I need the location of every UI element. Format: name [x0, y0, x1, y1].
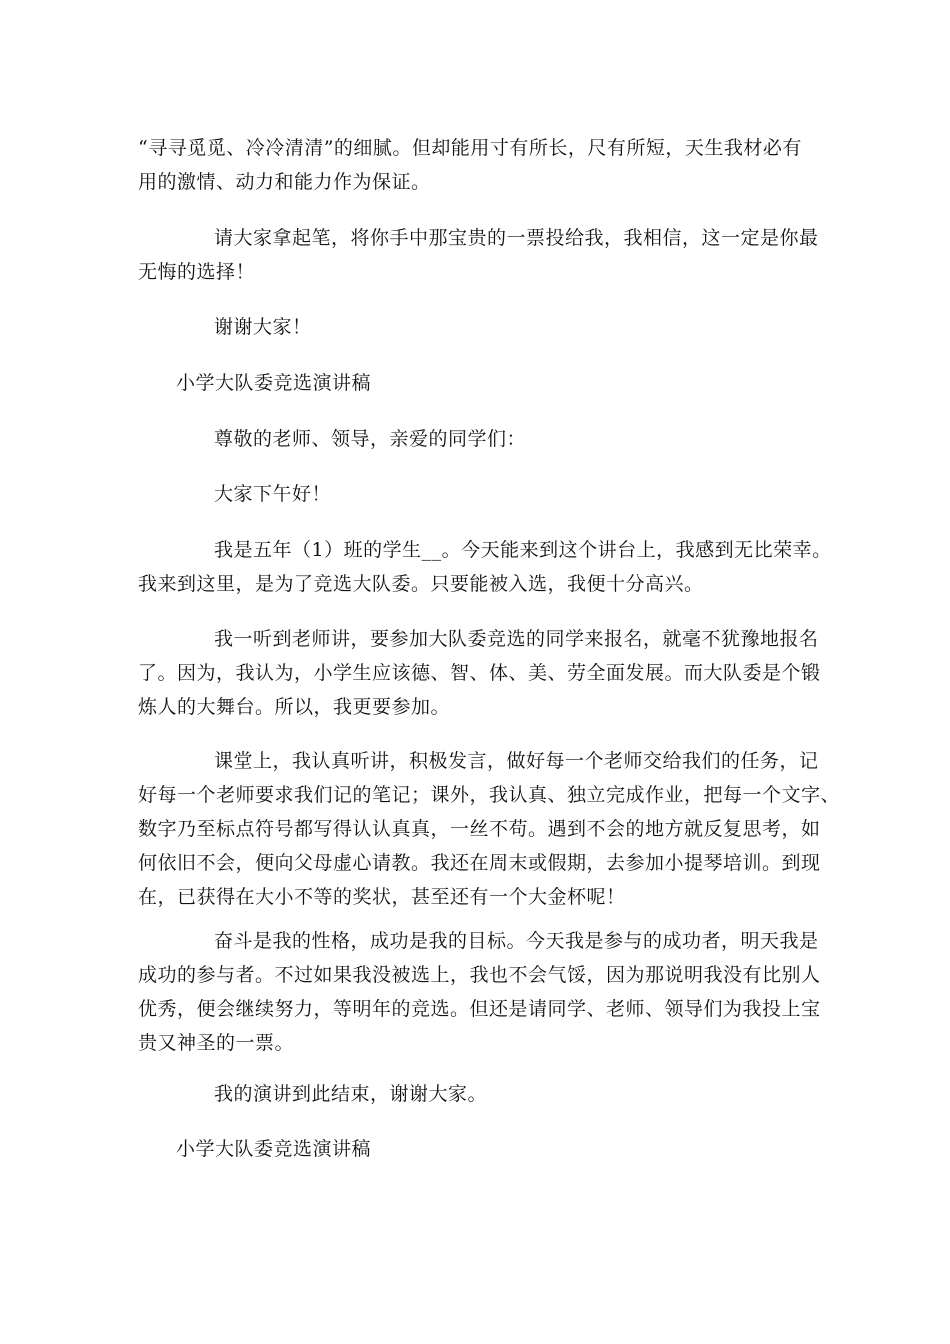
- text-line: 用的激情、动力和能力作为保证。: [138, 171, 431, 193]
- section-title: [138, 366, 818, 400]
- text-line: 数字乃至标点符号都写得认认真真，一丝不苟。遇到不会的地方就反复思考，如: [138, 818, 821, 840]
- text-line: 我的演讲到此结束，谢谢大家。: [214, 1083, 488, 1105]
- text-line: 大家下午好！: [214, 483, 332, 505]
- paragraph-closing: [138, 1077, 818, 1111]
- text-line: 在，已获得在大小不等的奖状，甚至还有一个大金杯呢！: [138, 886, 626, 908]
- text-line: 成功的参与者。不过如果我没被选上，我也不会气馁，因为那说明我没有比别人: [138, 964, 821, 986]
- text-line: 无悔的选择！: [138, 261, 256, 283]
- paragraph-thanks: [138, 310, 818, 344]
- text-line: 尊敬的老师、领导，亲爱的同学们：: [214, 428, 527, 450]
- text-line: “寻寻觅觅、冷冷清清”的细腻。但却能用寸有所长，尺有所短，天生我材必有: [138, 137, 802, 159]
- text-line: 优秀，便会继续努力，等明年的竞选。但还是请同学、老师、领导们为我投上宝: [138, 998, 821, 1020]
- text-line: 谢谢大家！: [214, 316, 312, 338]
- text-line: 课堂上，我认真听讲，积极发言，做好每一个老师交给我们的任务，记: [214, 750, 819, 772]
- text-line: 好每一个老师要求我们记的笔记；课外，我认真、独立完成作业，把每一个文字、: [138, 784, 841, 806]
- paragraph-achievements: [138, 744, 841, 914]
- paragraph-character: [138, 924, 821, 1060]
- title-text: 小学大队委竞选演讲稿: [176, 1138, 372, 1160]
- text-line: 请大家拿起笔，将你手中那宝贵的一票投给我，我相信，这一定是你最: [214, 227, 819, 249]
- text-line: 贵又神圣的一票。: [138, 1032, 295, 1054]
- paragraph-vote-request: [138, 221, 818, 289]
- text-line: 炼人的大舞台。所以，我更要参加。: [138, 696, 451, 718]
- paragraph-salutation: [138, 422, 818, 456]
- title-text: 小学大队委竞选演讲稿: [176, 372, 372, 394]
- paragraph-introduction: [138, 533, 832, 601]
- text-line: 了。因为，我认为，小学生应该德、智、体、美、劳全面发展。而大队委是个锻: [138, 662, 821, 684]
- text-line: 奋斗是我的性格，成功是我的目标。今天我是参与的成功者，明天我是: [214, 930, 819, 952]
- text-line: 我一听到老师讲，要参加大队委竞选的同学来报名，就毫不犹豫地报名: [214, 628, 819, 650]
- text-line: 我是五年（1）班的学生__。今天能来到这个讲台上，我感到无比荣幸。: [214, 539, 832, 561]
- paragraph-motivation: [138, 622, 821, 724]
- text-line: 何依旧不会，便向父母虚心请教。我还在周末或假期，去参加小提琴培训。到现: [138, 852, 821, 874]
- paragraph-greeting: [138, 477, 818, 511]
- text-line: 我来到这里，是为了竞选大队委。只要能被入选，我便十分高兴。: [138, 573, 704, 595]
- section-title: [138, 1132, 818, 1166]
- paragraph-continuation: [138, 131, 818, 199]
